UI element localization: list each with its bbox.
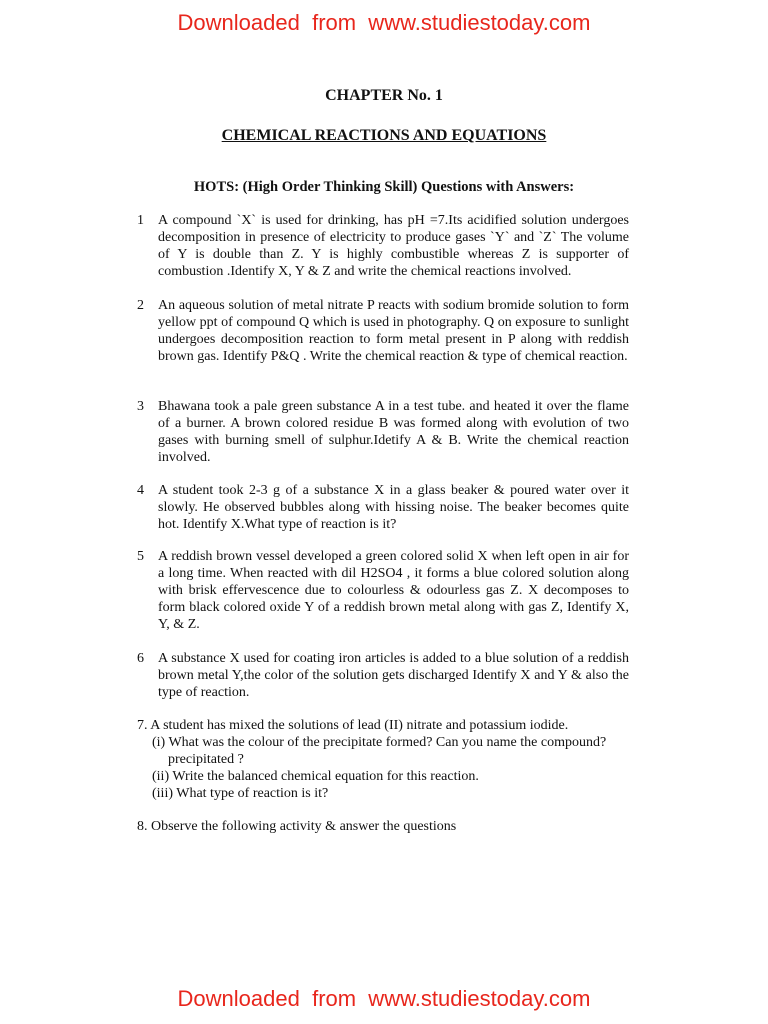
question-number: 1 bbox=[137, 213, 144, 228]
question-7-part-i: (i) What was the colour of the precipitate formed? Can you name the compound? bbox=[152, 735, 607, 750]
footer-download-banner: Downloaded from www.studiestoday.com bbox=[177, 986, 591, 1011]
question-4 bbox=[137, 482, 629, 533]
header-download-banner: Downloaded from www.studiestoday.com bbox=[177, 10, 591, 35]
question-text: An aqueous solution of metal nitrate P reacts with sodium bromide solution to form yellow ppt of compound Q which is used in photography. Q on exposure to sunlight undergoes decomposition reaction to form metal present in P along with reddish brown gas. Identify P&Q . Write the chemical reaction & type of chemical reaction. bbox=[158, 298, 629, 364]
question-6 bbox=[137, 650, 629, 701]
chapter-heading: CHAPTER No. 1 bbox=[325, 87, 443, 104]
question-number: 5 bbox=[137, 549, 144, 564]
question-number: 2 bbox=[137, 298, 144, 313]
question-7 bbox=[137, 717, 657, 802]
question-7-part-i-continued: precipitated ? bbox=[168, 752, 244, 767]
question-5 bbox=[137, 548, 629, 633]
question-text: A substance X used for coating iron articles is added to a blue solution of a reddish brown metal Y,the color of the solution gets discharged Identify X and Y & also the type of reaction. bbox=[158, 651, 629, 700]
question-7-stem: 7. A student has mixed the solutions of lead (II) nitrate and potassium iodide. bbox=[137, 718, 569, 733]
question-number: 4 bbox=[137, 483, 144, 498]
question-2 bbox=[137, 297, 629, 365]
question-text: A reddish brown vessel developed a green colored solid X when left open in air for a long time. When reacted with dil H2SO4 , it forms a blue colored solution along with brisk effervescence due to colourless & odourless gas Z. X decomposes to form black colored oxide Y of a reddish brown metal along with gas Z, Identify X, Y, & Z. bbox=[158, 549, 629, 632]
question-text: A compound `X` is used for drinking, has pH =7.Its acidified solution undergoes decomposition in presence of electricity to produce gases `Y` and `Z` The volume of Y is double than Z. Y is highly combustible whereas Z is supporter of combustion .Identify X, Y & Z and write the chemical reactions involved. bbox=[158, 213, 629, 279]
chapter-title: CHEMICAL REACTIONS AND EQUATIONS bbox=[221, 127, 547, 144]
question-8: 8. Observe the following activity & answer the questions bbox=[137, 819, 457, 834]
question-1 bbox=[137, 212, 629, 280]
question-number: 6 bbox=[137, 651, 144, 666]
question-7-part-iii: (iii) What type of reaction is it? bbox=[152, 786, 329, 801]
hots-subtitle: HOTS: (High Order Thinking Skill) Questions with Answers: bbox=[193, 179, 575, 195]
question-text: Bhawana took a pale green substance A in a test tube. and heated it over the flame of a burner. A brown colored residue B was formed along with evolution of two gases with burning smell of sulphur.Idetify A & B. Write the chemical reaction involved. bbox=[158, 399, 629, 465]
question-text: A student took 2-3 g of a substance X in a glass beaker & poured water over it slowly. He observed bubbles along with hissing noise. The beaker becomes quite hot. Identify X.What type of reaction is it? bbox=[158, 483, 629, 532]
question-7-part-ii: (ii) Write the balanced chemical equation for this reaction. bbox=[152, 769, 479, 784]
question-number: 3 bbox=[137, 399, 144, 414]
question-3 bbox=[137, 398, 629, 466]
